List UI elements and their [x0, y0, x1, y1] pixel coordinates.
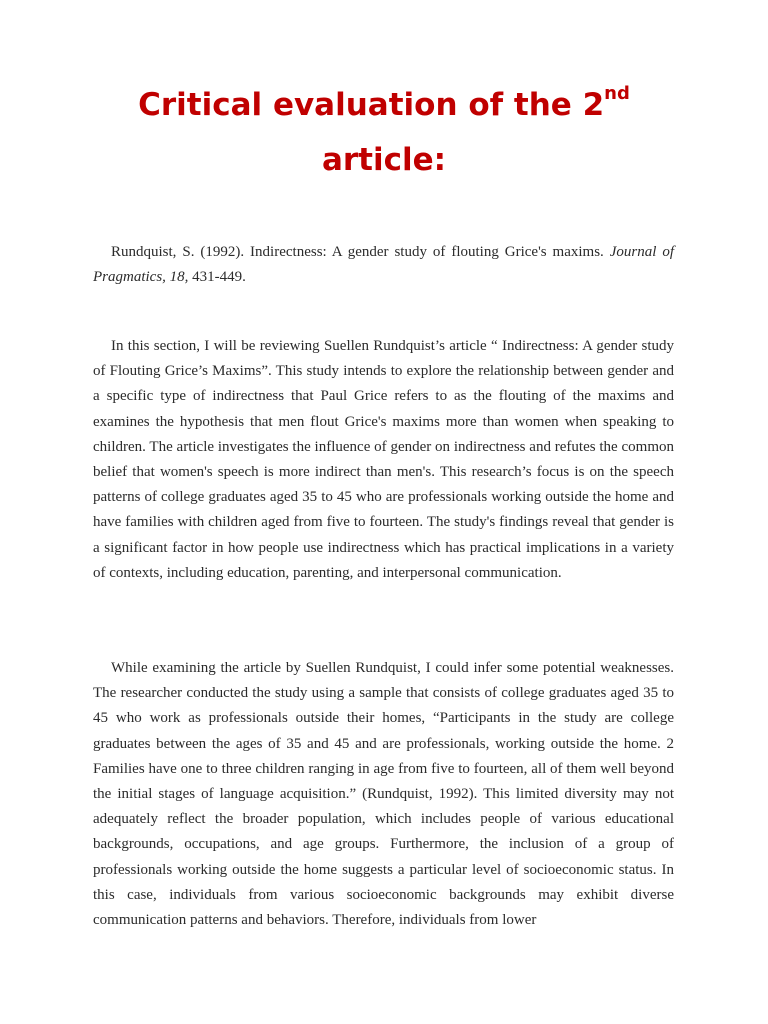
citation-pages: 431-449.	[188, 269, 246, 286]
paragraph-weaknesses: While examining the article by Suellen Rundquist, I could infer some potential weaknesses. The researcher conducted the study using a sample that consists of college graduates aged 35 to 45 who work as professionals outside their homes, “Participants in the study are college graduates between the ages of 35 and 45 and are professionals, working outside the home. 2 Families have one to three children ranging in age from five to fourteen, all of them well beyond the initial stages of language acquisition.” (Rundquist, 1992). This limited diversity may not adequately reflect the broader population, which includes people of various educational backgrounds, occupations, and age groups. Furthermore, the inclusion of a group of professionals working outside the home suggests a particular level of socioeconomic status. In this case, individuals from various socioeconomic backgrounds may exhibit diverse communication patterns and behaviors. Therefore, individuals from lower	[93, 660, 674, 929]
title-text: Critical evaluation of the 2	[138, 87, 605, 123]
page-title	[0, 78, 768, 188]
citation-authors-title: Rundquist, S. (1992). Indirectness: A gender study of flouting Grice's maxims.	[111, 244, 610, 260]
paragraph-introduction: In this section, I will be reviewing Suellen Rundquist’s article “ Indirectness: A gender study of Flouting Grice’s Maxims”. This study intends to explore the relationship between gender and a specific type of indirectness that Paul Grice refers to as the flouting of the maxims and examines the hypothesis that men flout Grice's maxims more than women when speaking to children. The article investigates the influence of gender on indirectness and refutes the common belief that women's speech is more indirect than men's. This research’s focus is on the speech patterns of college graduates aged 35 to 45 who are professionals working outside the home and have families with children aged from five to fourteen. The study's findings reveal that gender is a significant factor in how people use indirectness which has practical implications in a variety of contexts, including education, parenting, and interpersonal communication.	[93, 338, 674, 581]
title-text-line2: article:	[321, 142, 447, 178]
citation-journal: Journal of Pragmatics, 18,	[93, 244, 674, 286]
title-superscript: nd	[604, 83, 630, 104]
reference-citation	[93, 240, 674, 290]
